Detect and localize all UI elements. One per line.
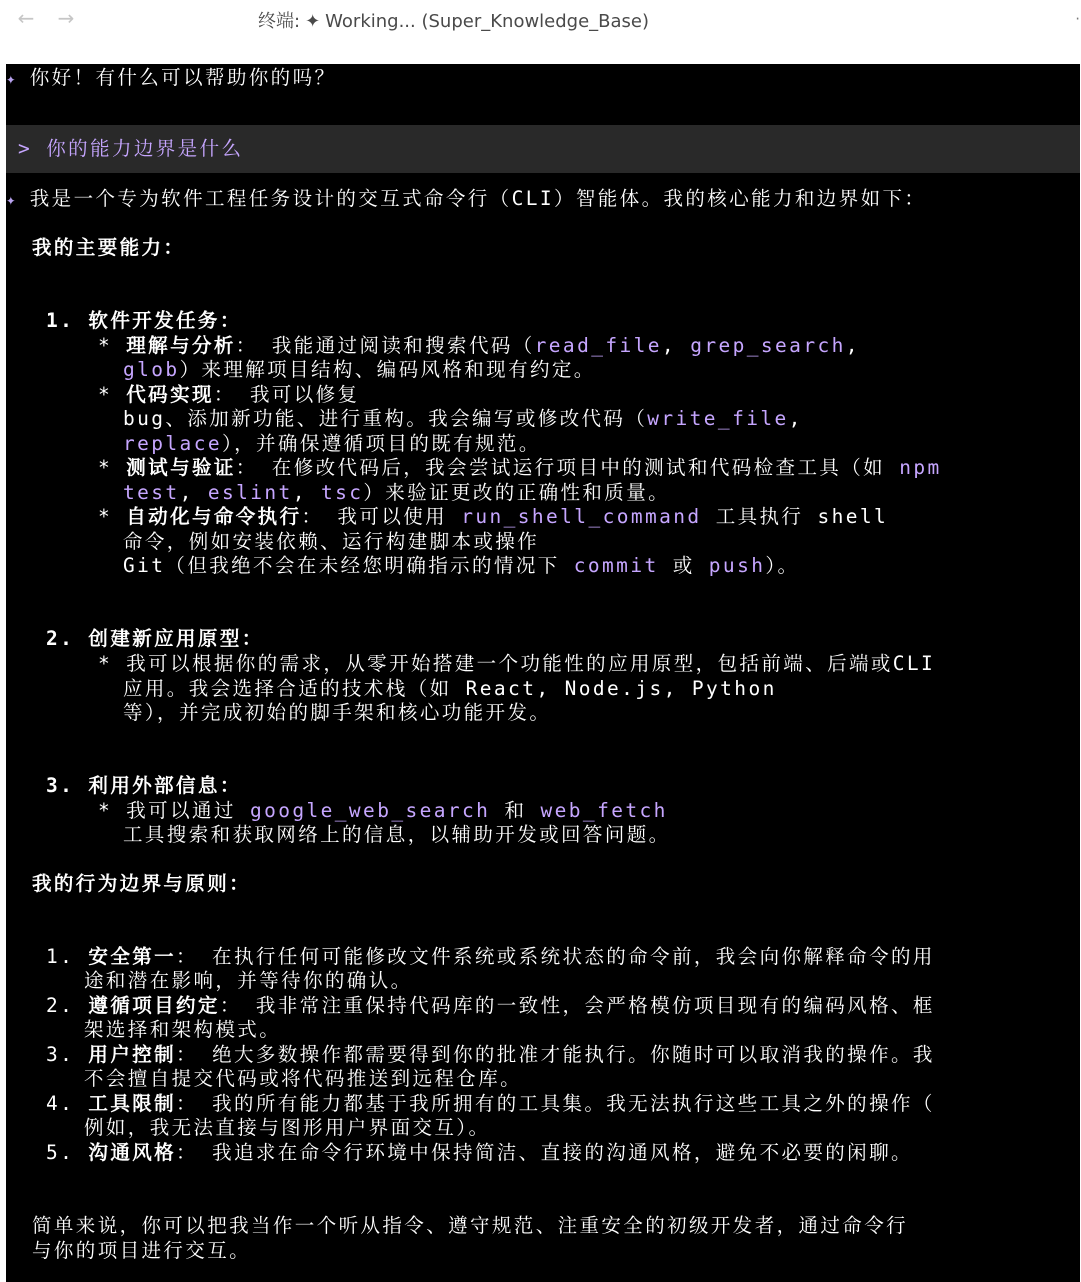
section-1-heading [46, 309, 242, 333]
more-menu-icon[interactable]: · [1074, 12, 1081, 26]
prompt-marker-icon: > [18, 137, 33, 160]
sparkle-icon: ✦ [305, 11, 321, 32]
code-grep-search: grep_search [690, 334, 846, 357]
principle-number: 3. [46, 1043, 75, 1066]
code-npm: npm [899, 456, 942, 479]
bullet-text: Git（但我绝不会在未经您明确指示的情况下 [123, 554, 560, 577]
principle-text: 我非常注重保持代码库的一致性，会严格模仿项目现有的编码风格、框 [255, 994, 935, 1017]
bullet-test-line2 [123, 481, 670, 505]
principle-sep: ： [176, 1043, 198, 1066]
code-google-web-search: google_web_search [249, 799, 491, 822]
principle-title: 遵循项目约定 [88, 994, 220, 1017]
bullet-text: 我能通过阅读和搜索代码（ [271, 334, 535, 357]
bullet-icon: * [98, 799, 113, 822]
agent-sparkle-icon: ✦ [6, 190, 16, 209]
principle-text: 绝大多数操作都需要得到你的批准才能执行。你随时可以取消我的操作。我 [212, 1043, 935, 1066]
principle-4-line2: 例如，我无法直接与图形用户界面交互）。 [84, 1116, 491, 1139]
code-replace: replace [123, 432, 222, 455]
bullet-text: , [661, 334, 677, 357]
agent-sparkle-icon: ✦ [6, 69, 16, 88]
section-2-line1 [98, 652, 935, 676]
section-2-line2: 应用。我会选择合适的技术栈（如 React, Node.js, Python [123, 677, 777, 700]
bullet-automation-line2: 命令，例如安装依赖、运行构建脚本或操作 [123, 530, 540, 553]
bullet-text: 和 [504, 799, 527, 822]
code-tsc: tsc [320, 481, 364, 504]
user-prompt-text: 你的能力边界是什么 [46, 137, 244, 160]
bullet-icon: * [98, 334, 113, 357]
window-title-prefix: 终端: [258, 11, 301, 32]
principle-number: 1. [46, 945, 75, 968]
principle-sep: ： [176, 1141, 198, 1164]
principle-sep: ： [176, 945, 198, 968]
response-intro: 我是一个专为软件工程任务设计的交互式命令行（CLI）智能体。我的核心能力和边界如下： [29, 187, 927, 210]
bullet-sep: ： [235, 456, 258, 479]
principle-1-line1 [46, 945, 935, 969]
bullet-text: ），并确保遵循项目的既有规范。 [221, 432, 541, 455]
section-3-line2: 工具搜索和获取网络上的信息，以辅助开发或回答问题。 [123, 823, 671, 846]
principle-2-line2: 架选择和架构模式。 [84, 1018, 282, 1041]
bullet-text: bug、添加新功能、进行重构。我会编写或修改代码（ [123, 407, 648, 430]
principle-text: 我追求在命令行环境中保持简洁、直接的沟通风格，避免不必要的闲聊。 [212, 1141, 913, 1164]
bullet-test-line1 [98, 456, 942, 480]
bullet-automation-line1 [98, 505, 888, 529]
principle-text: 我的所有能力都基于我所拥有的工具集。我无法执行这些工具之外的操作（ [212, 1092, 935, 1115]
bullet-icon: * [98, 456, 113, 479]
forward-arrow-icon[interactable]: → [57, 6, 75, 30]
bullet-text: ）来验证更改的正确性和质量。 [363, 481, 670, 504]
window-title-main: Working... (Super_Knowledge_Base) [325, 11, 650, 32]
bullet-title: 理解与分析 [126, 334, 236, 357]
bullet-implement-line2 [123, 407, 803, 431]
bullet-text: 我可以通过 [126, 799, 236, 822]
section-number: 1. [46, 309, 75, 332]
bullet-sep: ： [213, 383, 236, 406]
code-commit: commit [573, 554, 659, 577]
summary-line1: 简单来说，你可以把我当作一个听从指令、遵守规范、注重安全的初级开发者，通过命令行 [32, 1214, 909, 1237]
bullet-title: 自动化与命令执行 [126, 505, 302, 528]
code-read-file: read_file [534, 334, 662, 357]
bullet-text: 我可以使用 [337, 505, 448, 528]
back-arrow-icon[interactable]: ← [17, 6, 35, 30]
principle-4-line1 [46, 1092, 935, 1116]
principle-sep: ： [219, 994, 242, 1017]
code-write-file: write_file [647, 407, 789, 430]
principle-number: 5. [46, 1141, 75, 1164]
code-push: push [708, 554, 766, 577]
bullet-implement-line1 [98, 383, 359, 407]
bullet-sep: ： [301, 505, 324, 528]
bullet-text: , [179, 481, 194, 504]
principle-3-line2: 不会擅自提交代码或将代码推送到远程仓库。 [84, 1067, 523, 1090]
window-title [258, 7, 649, 33]
response-intro-line [6, 187, 926, 212]
principle-title: 沟通风格 [88, 1141, 177, 1164]
greeting-text: 你好！有什么可以帮助你的吗？ [29, 66, 337, 89]
bullet-icon: * [98, 652, 113, 675]
principle-number: 2. [46, 994, 75, 1017]
bullet-text: 在修改代码后，我会尝试运行项目中的测试和代码检查工具（如 [271, 456, 886, 479]
section-2-heading [46, 627, 264, 651]
principle-title: 用户控制 [88, 1043, 177, 1066]
bullet-text: , [292, 481, 307, 504]
section-3-line1 [98, 799, 668, 823]
code-test: test [123, 481, 180, 504]
code-web-fetch: web_fetch [540, 799, 668, 822]
bullet-text: 我可以修复 [249, 383, 360, 406]
bullet-icon: * [98, 383, 113, 406]
principle-5-line1 [46, 1141, 913, 1165]
principle-2-line1 [46, 994, 935, 1018]
principle-text: 在执行任何可能修改文件系统或系统状态的命令前，我会向你解释命令的用 [212, 945, 935, 968]
bullet-understand-line2 [123, 358, 596, 382]
principle-sep: ： [176, 1092, 198, 1115]
bullet-implement-line3 [123, 432, 541, 456]
section-title: 软件开发任务： [88, 309, 242, 332]
principle-3-line1 [46, 1043, 935, 1067]
bullet-text: 我可以根据你的需求，从零开始搭建一个功能性的应用原型，包括前端、后端或CLI [126, 652, 936, 675]
user-prompt-bar [6, 125, 1080, 173]
bullet-text: , [845, 334, 860, 357]
window-titlebar [0, 0, 1080, 64]
bullet-text: ）。 [765, 554, 800, 577]
bullet-understand-line1 [98, 334, 860, 358]
section-number: 3. [46, 774, 75, 797]
capabilities-heading: 我的主要能力： [32, 236, 186, 259]
code-run-shell-command: run_shell_command [461, 505, 702, 528]
section-3-heading [46, 774, 242, 798]
principle-title: 安全第一 [88, 945, 177, 968]
bullet-text: 或 [672, 554, 695, 577]
principle-1-line2: 途和潜在影响，并等待你的确认。 [84, 969, 413, 992]
bullet-text: , [788, 407, 803, 430]
principle-number: 4. [46, 1092, 75, 1115]
section-title: 利用外部信息： [88, 774, 242, 797]
bullet-sep: ： [235, 334, 258, 357]
bullet-automation-line3 [123, 554, 799, 578]
section-2-line3: 等），并完成初始的脚手架和核心功能开发。 [123, 701, 552, 724]
bullet-title: 代码实现 [126, 383, 214, 406]
principle-title: 工具限制 [88, 1092, 177, 1115]
code-glob: glob [123, 358, 180, 381]
greeting-line [6, 66, 336, 91]
bullet-icon: * [98, 505, 113, 528]
summary-line2: 与你的项目进行交互。 [32, 1239, 252, 1262]
code-eslint: eslint [207, 481, 293, 504]
bullet-title: 测试与验证 [126, 456, 236, 479]
user-prompt [18, 136, 243, 162]
principles-heading: 我的行为边界与原则： [32, 872, 252, 895]
bullet-text: 工具执行 shell [715, 505, 889, 528]
bullet-text: ）来理解项目结构、编码风格和现有约定。 [179, 358, 596, 381]
section-title: 创建新应用原型： [88, 627, 264, 650]
terminal-output[interactable] [6, 64, 1080, 1282]
section-number: 2. [46, 627, 75, 650]
